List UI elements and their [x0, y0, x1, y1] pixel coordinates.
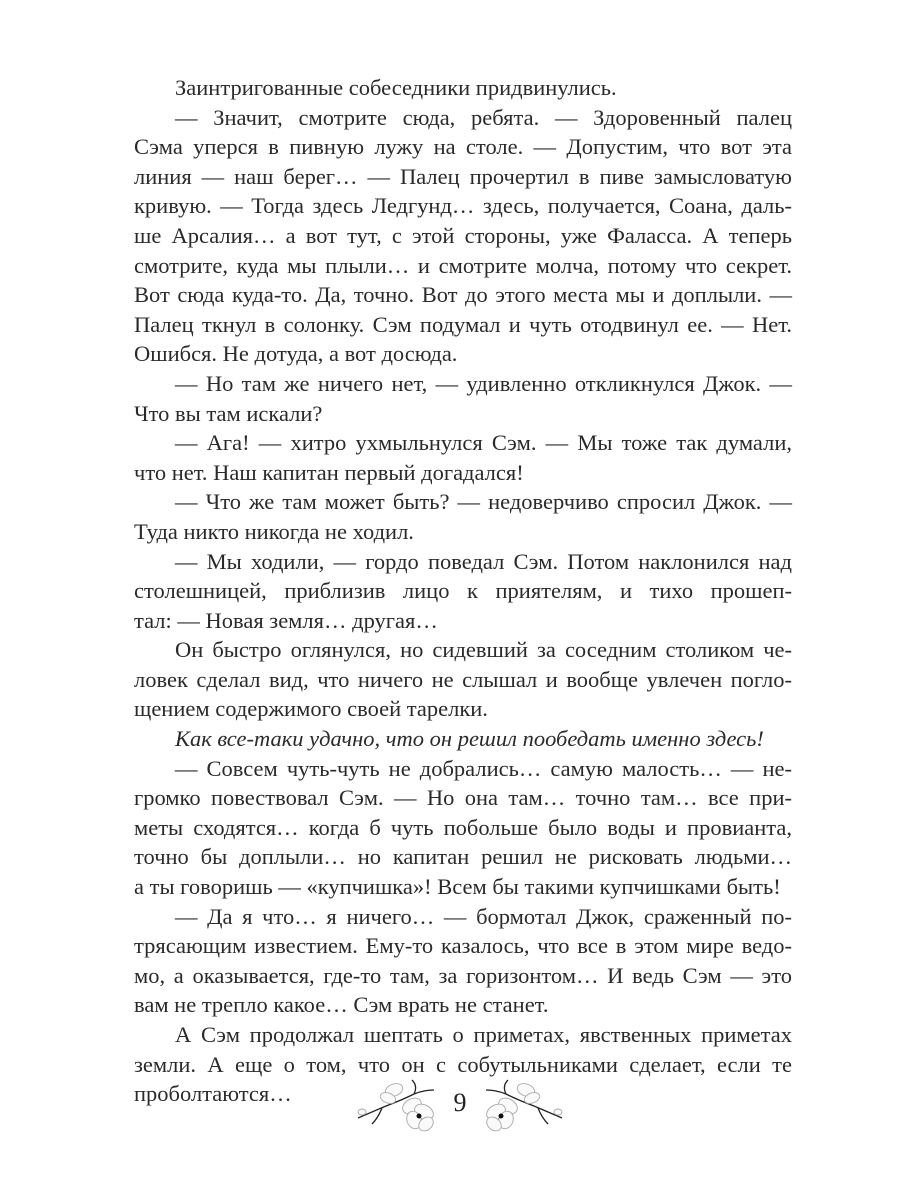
text-line: Вот сюда куда-то. Да, точно. Вот до этого места мы и доплыли. —: [134, 282, 792, 308]
text-line: А Сэм продолжал шептать о приметах, явственных приметах: [175, 1022, 792, 1047]
text-line: Он быстро оглянулся, но сидевший за соседним столиком че-: [175, 637, 792, 663]
text-line: — Но там же ничего нет, — удивленно откликнулся Джок. —: [175, 370, 792, 396]
text-line: ше Арсалия… а вот тут, с этой стороны, уже Фаласса. А теперь: [134, 222, 792, 248]
text-line: что нет. Наш капитан первый догадался!: [134, 459, 524, 485]
text-line: — Совсем чуть-чуть не добрались… самую малость… — не-: [175, 755, 792, 781]
text-line: — Ага! — хитро ухмыльнулся Сэм. — Мы тоже так думали,: [175, 430, 792, 456]
paragraph: [134, 635, 792, 724]
paragraph: [134, 487, 792, 546]
paragraph: [134, 428, 792, 487]
text-line: щением содержимого своей тарелки.: [134, 696, 488, 722]
text-line: — Что же там может быть? — недоверчиво спросил Джок. —: [175, 489, 792, 515]
text-line: Сэма уперся в пивную лужу на столе. — Допустим, что вот эта: [134, 134, 792, 160]
text-line: — Да я что… я ничего… — бормотал Джок, сраженный по-: [175, 903, 792, 929]
italic-thought-paragraph: [134, 724, 792, 754]
text-line: Заинтригованные собеседники придвинулись.: [175, 75, 617, 100]
paragraph: [134, 547, 792, 636]
paragraph: [134, 73, 792, 103]
text-line: меты сходятся… когда б чуть побольше было воды и провианта,: [134, 814, 792, 840]
text-line: столешницей, приблизив лицо к приятелям, и тихо прошеп-: [134, 578, 792, 604]
blossom-ornament-right-icon: [473, 1076, 568, 1136]
text-line: кривую. — Тогда здесь Ледгунд… здесь, получается, Соана, даль-: [134, 193, 792, 219]
text-line: Ошибся. Не дотуда, а вот досюда.: [134, 341, 458, 367]
text-line: — Значит, смотрите сюда, ребята. — Здоровенный палец: [175, 104, 792, 130]
page-number: 9: [453, 1088, 467, 1117]
page-body: [134, 73, 792, 1109]
paragraph: [134, 902, 792, 1020]
text-line: а ты говоришь — «купчишка»! Всем бы такими купчишками быть!: [134, 874, 781, 900]
text-line: Палец ткнул в солонку. Сэм подумал и чуть отодвинул ее. — Нет.: [134, 311, 792, 337]
page-footer: [340, 1070, 580, 1140]
text-line: громко повествовал Сэм. — Но она там… точно там… все при-: [134, 785, 792, 811]
text-line: земли. А еще о том, что он с собутыльниками сделает, если те: [134, 1051, 792, 1077]
text-line: — Мы ходили, — гордо поведал Сэм. Потом наклонился над: [175, 548, 792, 574]
text-line: вам не трепло какое… Сэм врать не станет.: [134, 992, 549, 1018]
text-line: ловек сделал вид, что ничего не слышал и вообще увлечен погло-: [134, 666, 792, 692]
text-line: тал: — Новая земля… другая…: [134, 607, 438, 633]
text-line: смотрите, куда мы плыли… и смотрите молча, потому что секрет.: [134, 252, 792, 278]
text-line: Что вы там искали?: [134, 400, 323, 426]
text-line: проболтаются…: [134, 1081, 292, 1107]
text-line: трясающим известием. Ему-то казалось, что все в этом мире ведо-: [134, 933, 792, 959]
paragraph: [134, 103, 792, 369]
text-line: Туда никто никогда не ходил.: [134, 518, 414, 544]
text-line: Как все-таки удачно, что он решил пообедать именно здесь!: [175, 726, 764, 752]
paragraph: [134, 369, 792, 428]
paragraph: [134, 754, 792, 902]
text-line: линия — наш берег… — Палец прочертил в пиве замысловатую: [134, 163, 792, 189]
text-line: мо, а оказывается, где-то там, за горизонтом… И ведь Сэм — это: [134, 962, 792, 988]
text-line: точно бы доплыли… но капитан решил не рисковать людьми…: [134, 844, 792, 870]
